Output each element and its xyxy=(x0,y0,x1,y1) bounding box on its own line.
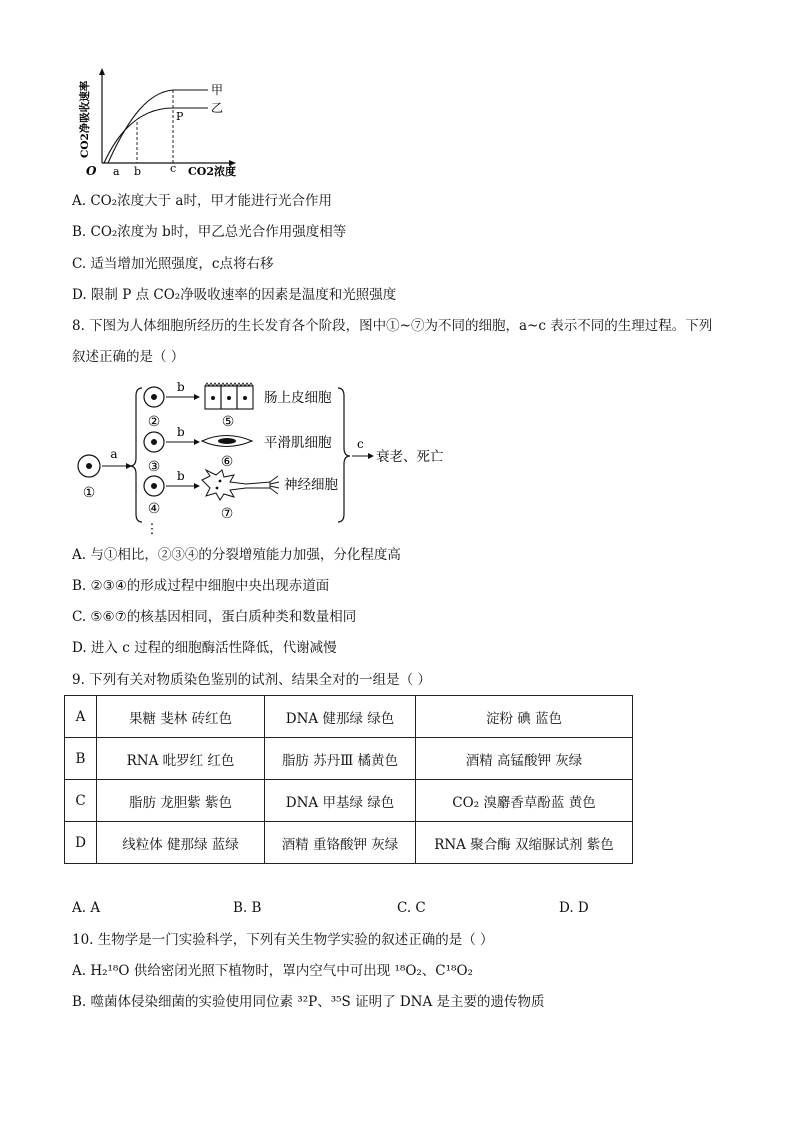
arrow-b-3-head xyxy=(194,483,200,489)
neuron-name: 神经细胞 xyxy=(284,477,338,493)
arrow-c-head xyxy=(368,453,374,459)
right-brace xyxy=(338,388,350,522)
q7-option-d: D. 限制 P 点 CO₂净吸收速率的因素是温度和光照强度 xyxy=(72,287,397,303)
neuron xyxy=(202,470,279,500)
table-cell: A xyxy=(65,696,97,738)
y-axis-arrow xyxy=(99,68,105,75)
reagent-table xyxy=(64,695,633,864)
q7-option-b: B. CO₂浓度为 b时，甲乙总光合作用强度相等 xyxy=(72,224,347,240)
nucleus-4 xyxy=(151,483,157,489)
q8-stem-line2: 叙述正确的是（ ） xyxy=(72,349,185,365)
q9-option-b: B. B xyxy=(233,900,262,916)
point-p-label: P xyxy=(176,110,184,123)
tick-c: c xyxy=(170,162,177,175)
curve-jia xyxy=(108,90,208,163)
table-cell: 酒精 重铬酸钾 灰绿 xyxy=(265,822,416,864)
table-cell: 酒精 高锰酸钾 灰绿 xyxy=(416,738,633,780)
curve-yi-label: 乙 xyxy=(211,101,224,115)
q9-option-a: A. A xyxy=(72,900,101,916)
outcome-label: 衰老、死亡 xyxy=(376,449,444,465)
cell-6-label: ⑥ xyxy=(220,454,234,470)
curve-yi xyxy=(104,108,208,163)
q7-option-a: A. CO₂浓度大于 a时，甲才能进行光合作用 xyxy=(72,193,332,209)
cell-2-label: ② xyxy=(147,414,161,430)
label-c: c xyxy=(357,437,364,451)
nucleus-1 xyxy=(86,463,92,469)
cell-7-label: ⑦ xyxy=(220,506,234,522)
table-cell: 淀粉 碘 蓝色 xyxy=(416,696,633,738)
left-brace xyxy=(130,388,142,522)
table-cell: 脂肪 龙胆紫 紫色 xyxy=(97,780,265,822)
label-a: a xyxy=(110,447,118,461)
epithelial-cells xyxy=(205,383,253,409)
q8-option-d: D. 进入 c 过程的细胞酶活性降低，代谢减慢 xyxy=(72,640,337,656)
table-cell: DNA 健那绿 绿色 xyxy=(265,696,416,738)
table-cell: 线粒体 健那绿 蓝绿 xyxy=(97,822,265,864)
ellipsis: ⋮ xyxy=(145,522,159,537)
smooth-muscle-cell xyxy=(202,436,252,447)
q10-option-a: A. H₂¹⁸O 供给密闭光照下植物时，罩内空气中可出现 ¹⁸O₂、C¹⁸O₂ xyxy=(72,963,473,979)
cell-1-label: ① xyxy=(82,485,96,501)
arrow-b-2-head xyxy=(194,439,200,445)
cell-5-label: ⑤ xyxy=(221,414,235,430)
table-row xyxy=(65,822,633,864)
origin-label: O xyxy=(86,164,97,178)
q9-option-d: D. D xyxy=(559,900,589,916)
q10-option-b: B. 噬菌体侵染细菌的实验使用同位素 ³²P、³⁵S 证明了 DNA 是主要的遗传物质 xyxy=(72,994,545,1010)
table-row xyxy=(65,780,633,822)
table-cell: RNA 聚合酶 双缩脲试剂 紫色 xyxy=(416,822,633,864)
tick-a: a xyxy=(113,165,120,178)
y-axis-label: CO2净吸收速率 xyxy=(79,80,91,158)
label-b-2: b xyxy=(177,425,185,439)
table-cell: DNA 甲基绿 绿色 xyxy=(265,780,416,822)
table-cell: 脂肪 苏丹Ⅲ 橘黄色 xyxy=(265,738,416,780)
table-cell: D xyxy=(65,822,97,864)
cell-4-label: ④ xyxy=(147,501,161,517)
q10-stem: 10. 生物学是一门实验科学，下列有关生物学实验的叙述正确的是（ ） xyxy=(72,932,494,948)
label-b-3: b xyxy=(177,469,185,483)
table-cell: 果糖 斐林 砖红色 xyxy=(97,696,265,738)
epithelial-cell-name: 肠上皮细胞 xyxy=(264,390,332,406)
table-cell: B xyxy=(65,738,97,780)
x-axis-label: CO2浓度 xyxy=(188,165,236,178)
tick-b: b xyxy=(134,165,142,178)
q8-option-c: C. ⑤⑥⑦的核基因相同，蛋白质种类和数量相同 xyxy=(72,609,357,625)
label-b-1: b xyxy=(177,380,185,394)
nucleus-3 xyxy=(151,439,157,445)
table-cell: C xyxy=(65,780,97,822)
smooth-muscle-cell-name: 平滑肌细胞 xyxy=(264,435,332,451)
co2-uptake-graph xyxy=(70,62,240,182)
cell-3-label: ③ xyxy=(147,459,161,475)
table-cell: CO₂ 溴麝香草酚蓝 黄色 xyxy=(416,780,633,822)
table-row xyxy=(65,738,633,780)
arrow-b-1-head xyxy=(194,394,200,400)
q9-option-c: C. C xyxy=(397,900,426,916)
q8-stem-line1: 8. 下图为人体细胞所经历的生长发育各个阶段，图中①~⑦为不同的细胞，a~c 表示不同的生理过程。下列 xyxy=(72,318,713,334)
q9-stem: 9. 下列有关对物质染色鉴别的试剂、结果全对的一组是（ ） xyxy=(72,672,431,688)
table-cell: RNA 吡罗红 红色 xyxy=(97,738,265,780)
q8-option-b: B. ②③④的形成过程中细胞中央出现赤道面 xyxy=(72,578,330,594)
q8-option-a: A. 与①相比，②③④的分裂增殖能力加强，分化程度高 xyxy=(72,547,401,563)
nucleus-2 xyxy=(151,394,157,400)
table-row xyxy=(65,696,633,738)
q7-option-c: C. 适当增加光照强度，c点将右移 xyxy=(72,256,274,272)
curve-jia-label: 甲 xyxy=(211,83,224,97)
cell-differentiation-diagram xyxy=(74,380,454,540)
